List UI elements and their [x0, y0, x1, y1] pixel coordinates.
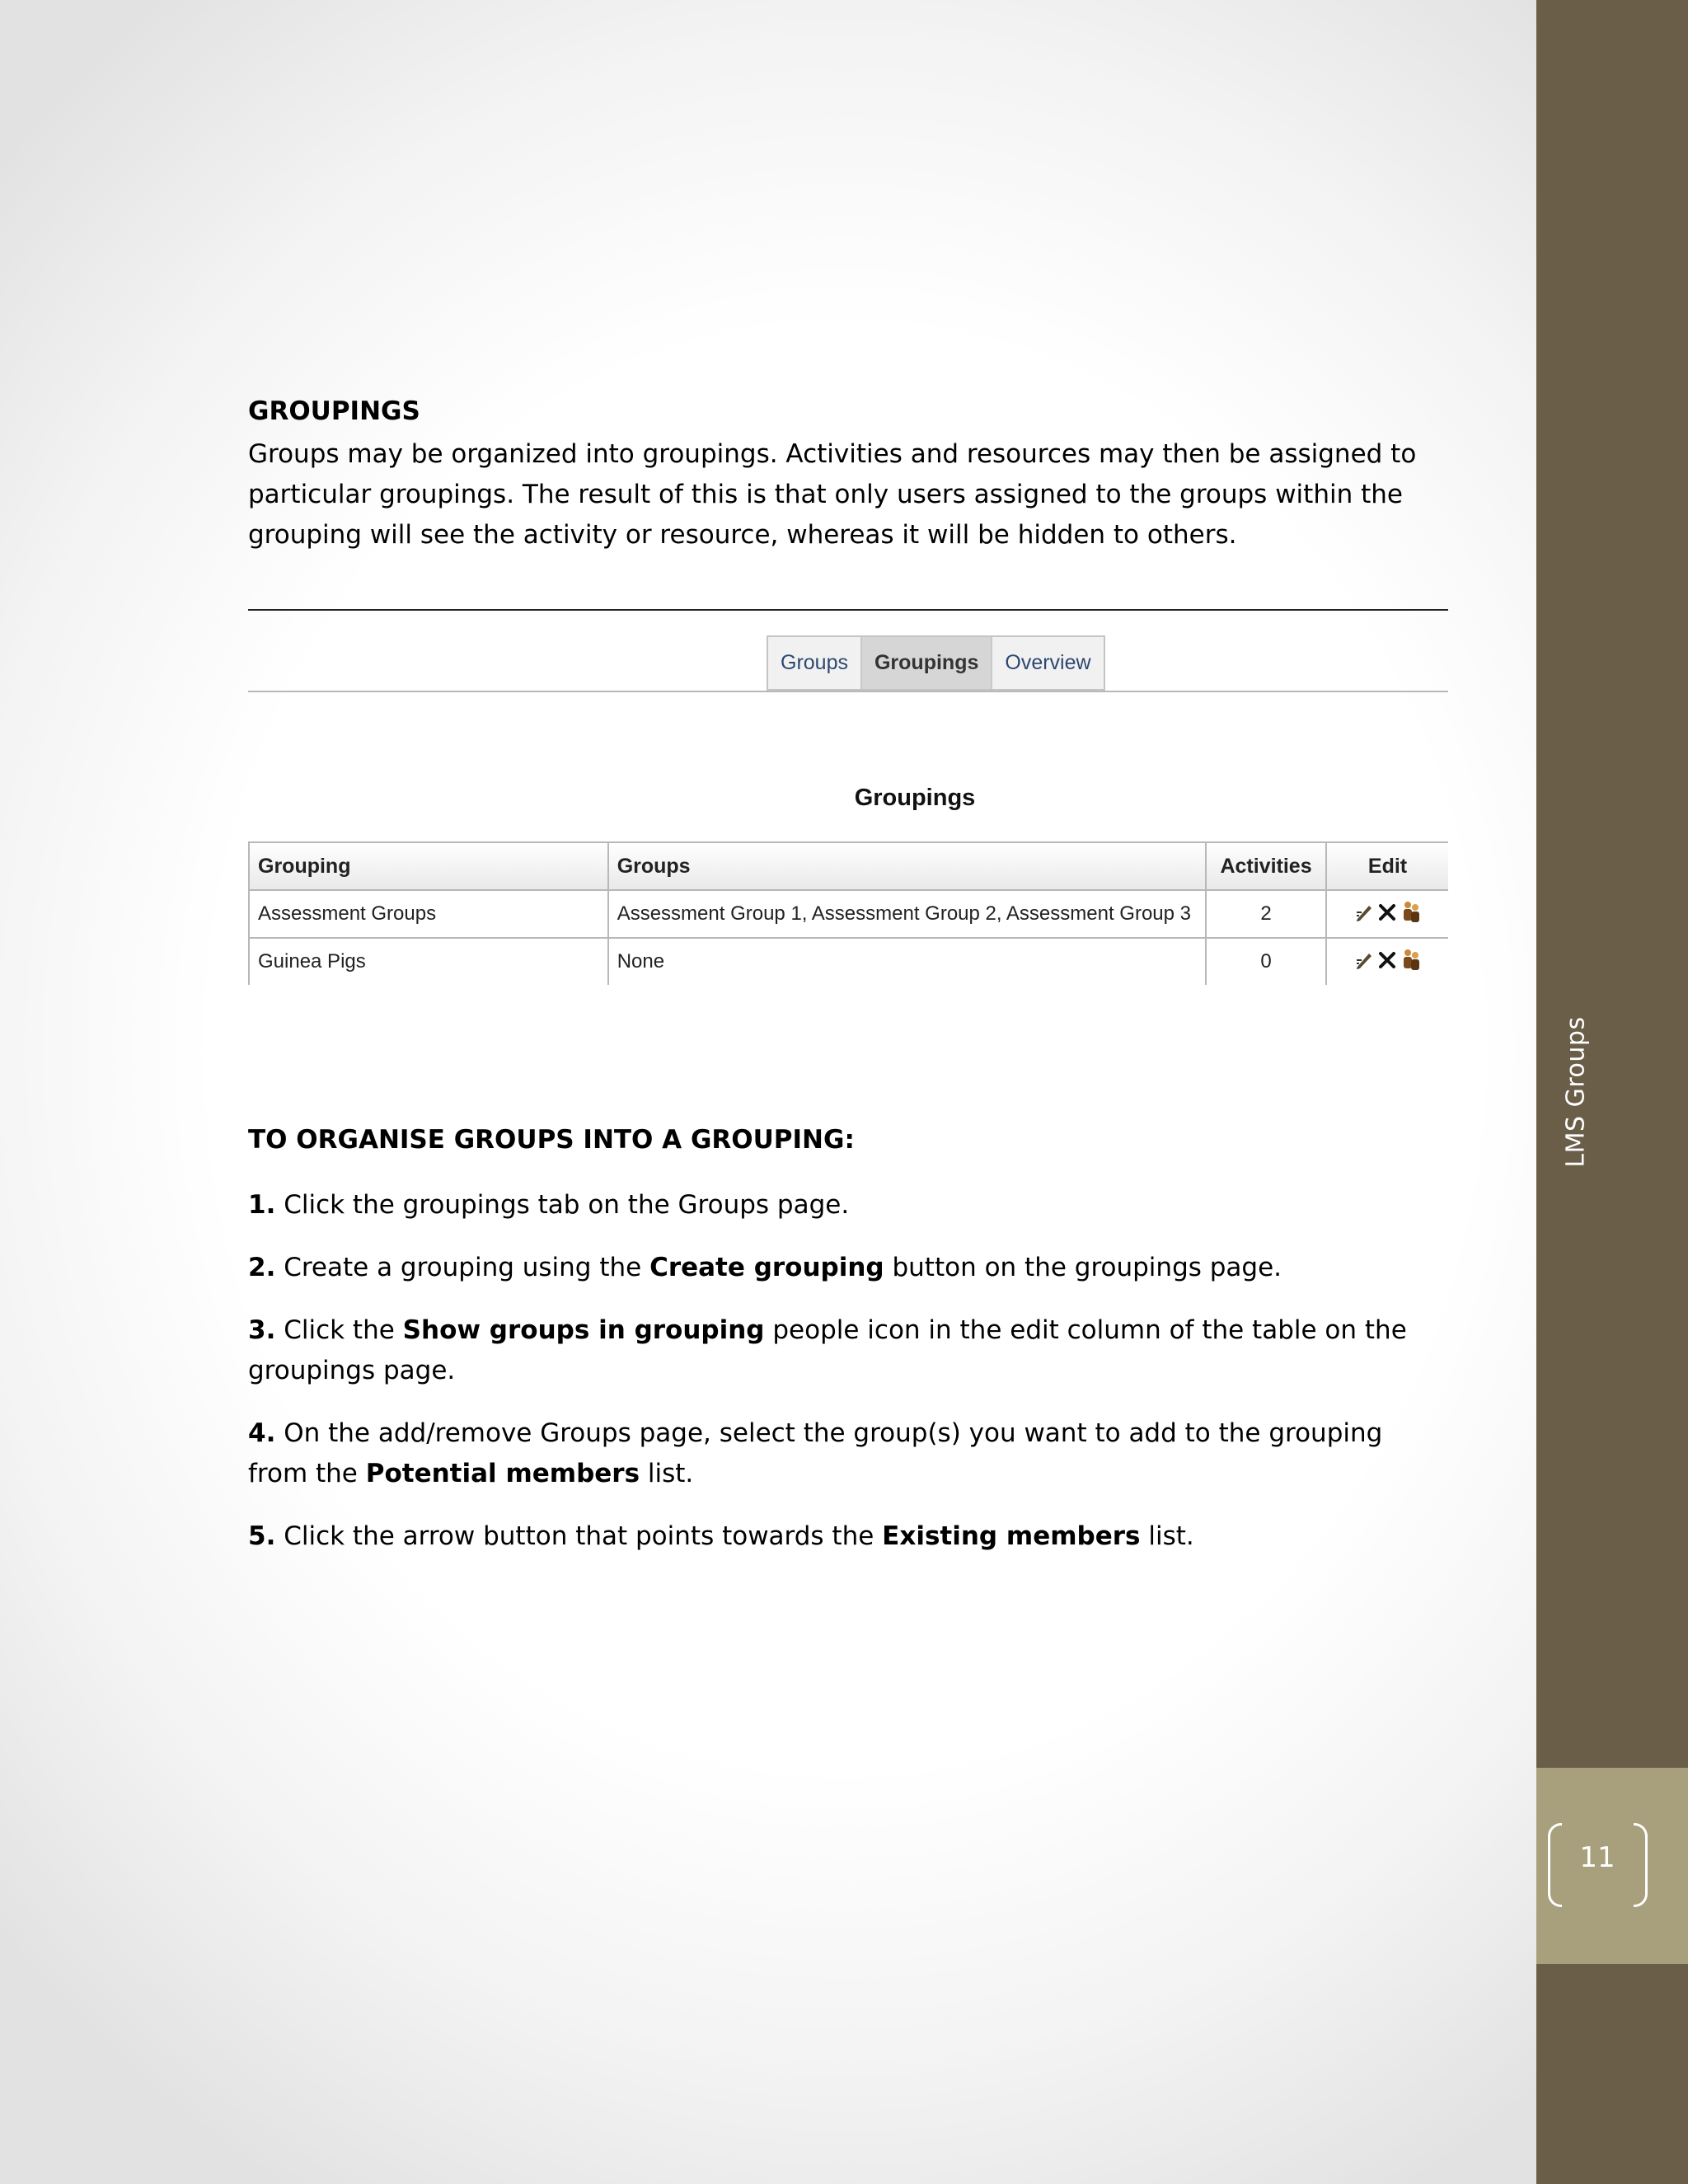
step-number: 5. [248, 1521, 276, 1551]
column-header-groups: Groups [608, 842, 1206, 890]
step-emphasis: Create grouping [649, 1253, 884, 1282]
step-emphasis: Show groups in grouping [402, 1315, 765, 1345]
step-text: button on the groupings page. [884, 1253, 1282, 1282]
cell-activities: 2 [1206, 890, 1326, 938]
cell-edit [1326, 938, 1448, 985]
step-emphasis: Potential members [365, 1459, 640, 1488]
people-icon[interactable] [1401, 949, 1421, 972]
instructions-heading: TO ORGANISE GROUPS INTO A GROUPING: [248, 1125, 855, 1155]
column-header-activities: Activities [1206, 842, 1326, 890]
step-number: 4. [248, 1418, 276, 1448]
step-number: 2. [248, 1253, 276, 1282]
delete-icon[interactable] [1378, 951, 1396, 969]
tab-bar-divider [248, 691, 1448, 692]
screenshot-top-divider [248, 609, 1448, 611]
cell-edit [1326, 890, 1448, 938]
step-5 [248, 1516, 1435, 1557]
cell-activities: 0 [1206, 938, 1326, 985]
step-3 [248, 1310, 1435, 1391]
step-number: 3. [248, 1315, 276, 1345]
table-title: Groupings [854, 785, 976, 811]
step-text: list. [1140, 1521, 1194, 1551]
intro-line: Groups may be organized into groupings. Activities and resources may then be assigned to [248, 439, 1417, 469]
step-number: 1. [248, 1190, 276, 1220]
step-text: Create a grouping using the [275, 1253, 650, 1282]
step-text: Click the groupings tab on the Groups page. [275, 1190, 850, 1220]
column-header-edit: Edit [1326, 842, 1448, 890]
intro-paragraph [248, 434, 1418, 555]
intro-line: grouping will see the activity or resource, whereas it will be hidden to others. [248, 520, 1237, 550]
people-icon[interactable] [1401, 901, 1421, 924]
cell-grouping: Guinea Pigs [249, 938, 608, 985]
step-text: Click the [275, 1315, 403, 1345]
instruction-steps [248, 1185, 1435, 1579]
tab-groupings[interactable]: Groupings [862, 637, 992, 689]
cell-groups: Assessment Group 1, Assessment Group 2, Assessment Group 3 [608, 890, 1206, 938]
step-1 [248, 1185, 1435, 1226]
cell-groups: None [608, 938, 1206, 985]
intro-line: particular groupings. The result of this is that only users assigned to the groups within the [248, 480, 1403, 509]
step-text: Click the arrow button that points towards the [275, 1521, 883, 1551]
delete-icon[interactable] [1378, 903, 1396, 921]
tab-overview[interactable]: Overview [992, 637, 1103, 689]
tab-bar [767, 635, 1105, 691]
table-row [249, 938, 1448, 985]
step-text: list. [640, 1459, 694, 1488]
table-header-row [249, 842, 1448, 890]
table-row [249, 890, 1448, 938]
tab-groups[interactable]: Groups [768, 637, 862, 689]
step-text: people icon in the edit column of the table on the groupings page. [248, 1315, 1407, 1385]
sidebar-label-text: LMS Groups [1561, 1016, 1591, 1168]
edit-icon[interactable] [1355, 902, 1373, 922]
cell-grouping: Assessment Groups [249, 890, 608, 938]
step-2 [248, 1248, 1435, 1288]
step-emphasis: Existing members [882, 1521, 1141, 1551]
step-4 [248, 1413, 1435, 1494]
section-heading: GROUPINGS [248, 396, 420, 426]
column-header-grouping: Grouping [249, 842, 608, 890]
groupings-table [248, 841, 1448, 985]
edit-icon[interactable] [1355, 950, 1373, 970]
step-text: On the add/remove Groups page, select the group(s) you want to add to the grouping from the [248, 1418, 1383, 1488]
page-number: 11 [1579, 1841, 1615, 1874]
